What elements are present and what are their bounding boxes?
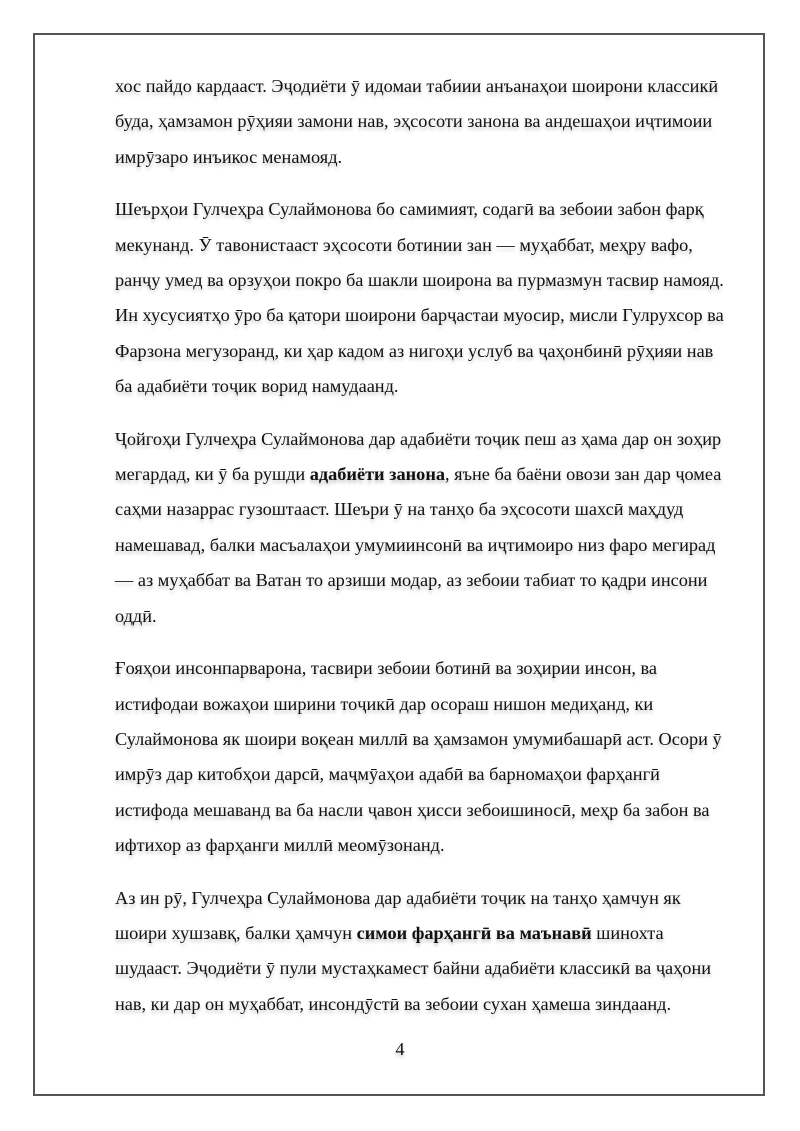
paragraph-text: хос пайдо кардааст. Эҷодиёти ӯ идомаи табиии анъанаҳои шоирони классикӣ буда, ҳамзамон рӯҳияи замони нав, эҳсосоти занона ва андешаҳои иҷтимоии имрӯзаро инъикос менамояд. <box>115 76 719 167</box>
paragraph <box>115 192 735 404</box>
document-body <box>115 69 735 1039</box>
paragraph-text: Ҷойгоҳи Гулчеҳра Сулаймонова дар адабиёти тоҷик пеш аз ҳама дар он зоҳир мегардад, ки ӯ ба рушди <box>115 428 722 485</box>
paragraph-text: Ғояҳои инсонпарварона, тасвири зебоии ботинӣ ва зоҳирии инсон, ва истифодаи вожаҳои ширини тоҷикӣ дар осораш нишон медиҳанд, ки Сулаймонова як шоири воқеан миллӣ ва ҳамзамон умумибашарӣ аст. Осори ӯ имрӯз дар китобҳои дарсӣ, маҷмӯаҳои адабӣ ва барномаҳои фарҳангӣ истифода мешаванд ва ба насли ҷавон ҳисси зебоишиносӣ, меҳр ба забон ва ифтихор аз фарҳанги миллӣ меомӯзонанд. <box>115 658 722 856</box>
bold-phrase: адабиёти занона <box>309 464 446 485</box>
bold-phrase: симои фарҳангӣ ва маънавӣ <box>356 922 592 943</box>
paragraph <box>115 69 735 175</box>
paragraph-text: шинохта шудааст. Эҷодиёти ӯ пули мустаҳкамест байни адабиёти классикӣ ва ҷаҳони нав, ки дар он муҳаббат, инсондӯстӣ ва зебоии сухан ҳамеша зиндаанд. <box>115 922 712 1014</box>
page-number: 4 <box>395 1039 405 1059</box>
paragraph-text: Шеърҳои Гулчеҳра Сулаймонова бо самимият, содагӣ ва зебоии забон фарқ мекунанд. Ӯ тавонистааст эҳсосоти ботинии зан — муҳаббат, меҳру вафо, ранҷу умед ва орзуҳои покро ба шакли шоирона ва пурмазмун тасвир намояд. Ин хусусиятҳо ӯро ба қатори шоирони барҷастаи муосир, мисли Гулрухсор ва Фарзона мегузоранд, ки ҳар кадом аз нигоҳи услуб ва ҷаҳонбинӣ рӯҳияи нав ба адабиёти тоҷик ворид намудаанд. <box>115 199 724 397</box>
paragraph <box>115 422 735 634</box>
paragraph-text: , яъне ба баёни овози зан дар ҷомеа саҳми назаррас гузоштааст. Шеъри ӯ на танҳо ба эҳсосоти шахсӣ маҳдуд намешавад, балки масъалаҳои умумиинсонӣ ва иҷтимоиро низ фаро мегирад — аз муҳаббат ва Ватан то арзиши модар, аз зебоии табиат то қадри инсони оддӣ. <box>115 464 722 626</box>
paragraph <box>115 651 735 863</box>
paragraph-text: Аз ин рӯ, Гулчеҳра Сулаймонова дар адабиёти тоҷик на танҳо ҳамчун як шоири хушзавқ, балки ҳамчун <box>115 887 681 943</box>
paragraph <box>115 881 735 1023</box>
